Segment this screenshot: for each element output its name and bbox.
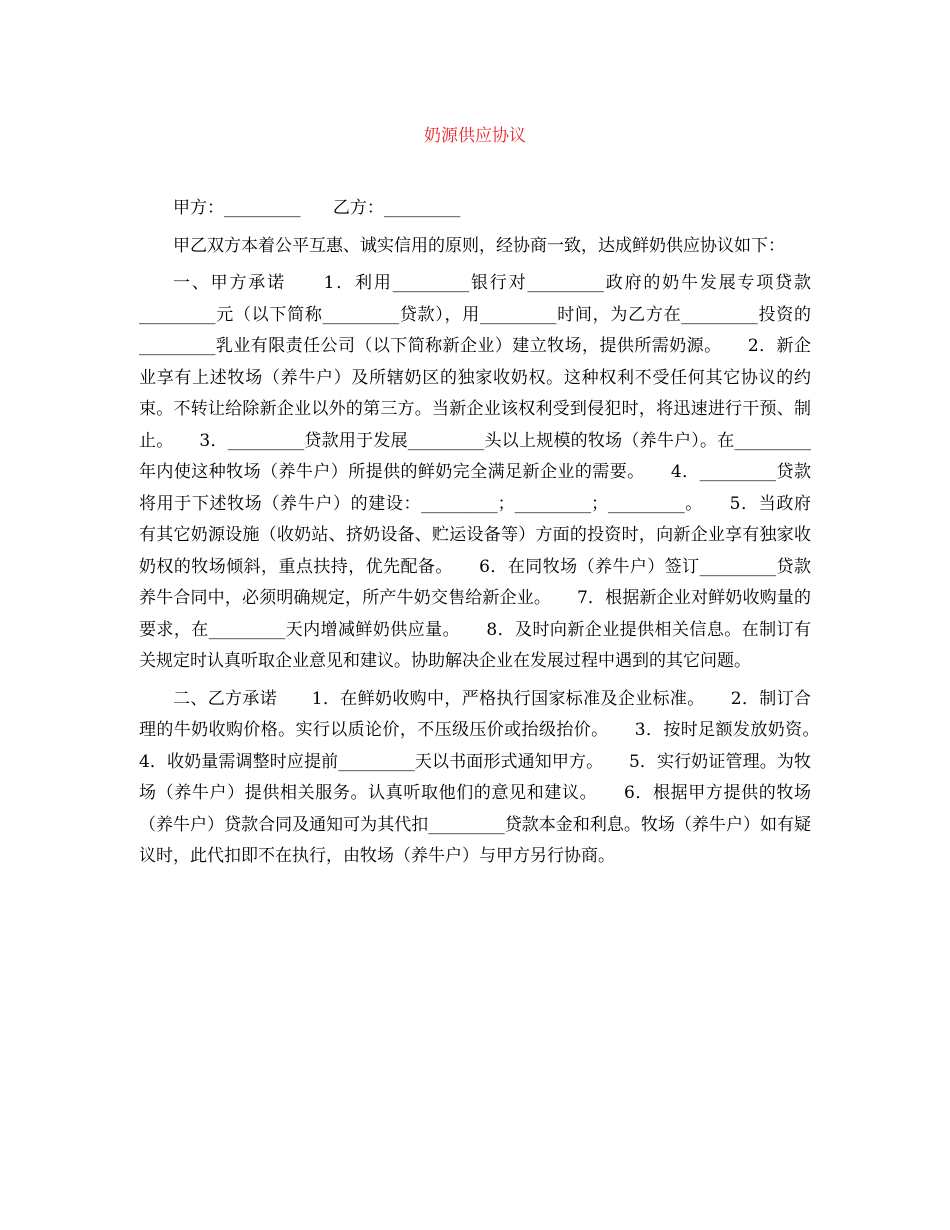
intro-paragraph: 甲乙双方本着公平互惠、诚实信用的原则，经协商一致，达成鲜奶供应协议如下： bbox=[173, 235, 785, 256]
party-a-commitments: 一、甲方承诺 1．利用_________银行对_________政府的奶牛发展专项贷款_________元（以下简称_________贷款），用_________时间，为乙方在_________投资的_________乳业有限责任公司（以下简称新企业）建立牧场，提供所需奶源。 2．新企业享有上述牧场（养牛户）及所辖奶区的独家收奶权。这种权利不受任何其它协议的约束。不转让给除新企业以外的第三方。当新企业该权利受到侵犯时，将迅速进行干预、制止。 3．_________贷款用于发展_________头以上规模的牧场（养牛户）。在_________年内使这种牧场（养牛户）所提供的鲜奶完全满足新企业的需要。 4．_________贷款将用于下述牧场（养牛户）的建设：_________；_________；_________。 5．当政府有其它奶源设施（收奶站、挤奶设备、贮运设备等）方面的投资时，向新企业享有独家收奶权的牧场倾斜，重点扶持，优先配备。 6．在同牧场（养牛户）签订_________贷款养牛合同中，必须明确规定，所产牛奶交售给新企业。 7．根据新企业对鲜奶收购量的要求，在_________天内增减鲜奶供应量。 8．及时向新企业提供相关信息。在制订有关规定时认真听取企业意见和建议。协助解决企业在发展过程中遇到的其它问题。 bbox=[139, 273, 811, 671]
party-b-commitments: 二、乙方承诺 1．在鲜奶收购中，严格执行国家标准及企业标准。 2．制订合理的牛奶收购价格。实行以质论价，不压级压价或抬级抬价。 3．按时足额发放奶资。 4．收奶量需调整时应提前_________天以书面形式通知甲方。 5．实行奶证管理。为牧场（养牛户）提供相关服务。认真听取他们的意见和建议。 6．根据甲方提供的牧场（养牛户）贷款合同及通知可为其代扣_________贷款本金和利息。牧场（养牛户）如有疑议时，此代扣即不在执行，由牧场（养牛户）与甲方另行协商。 bbox=[139, 688, 845, 866]
parties-line: 甲方：_________ 乙方：_________ bbox=[173, 198, 461, 218]
document-title: 奶源供应协议 bbox=[424, 126, 526, 146]
document-body bbox=[139, 193, 845, 879]
